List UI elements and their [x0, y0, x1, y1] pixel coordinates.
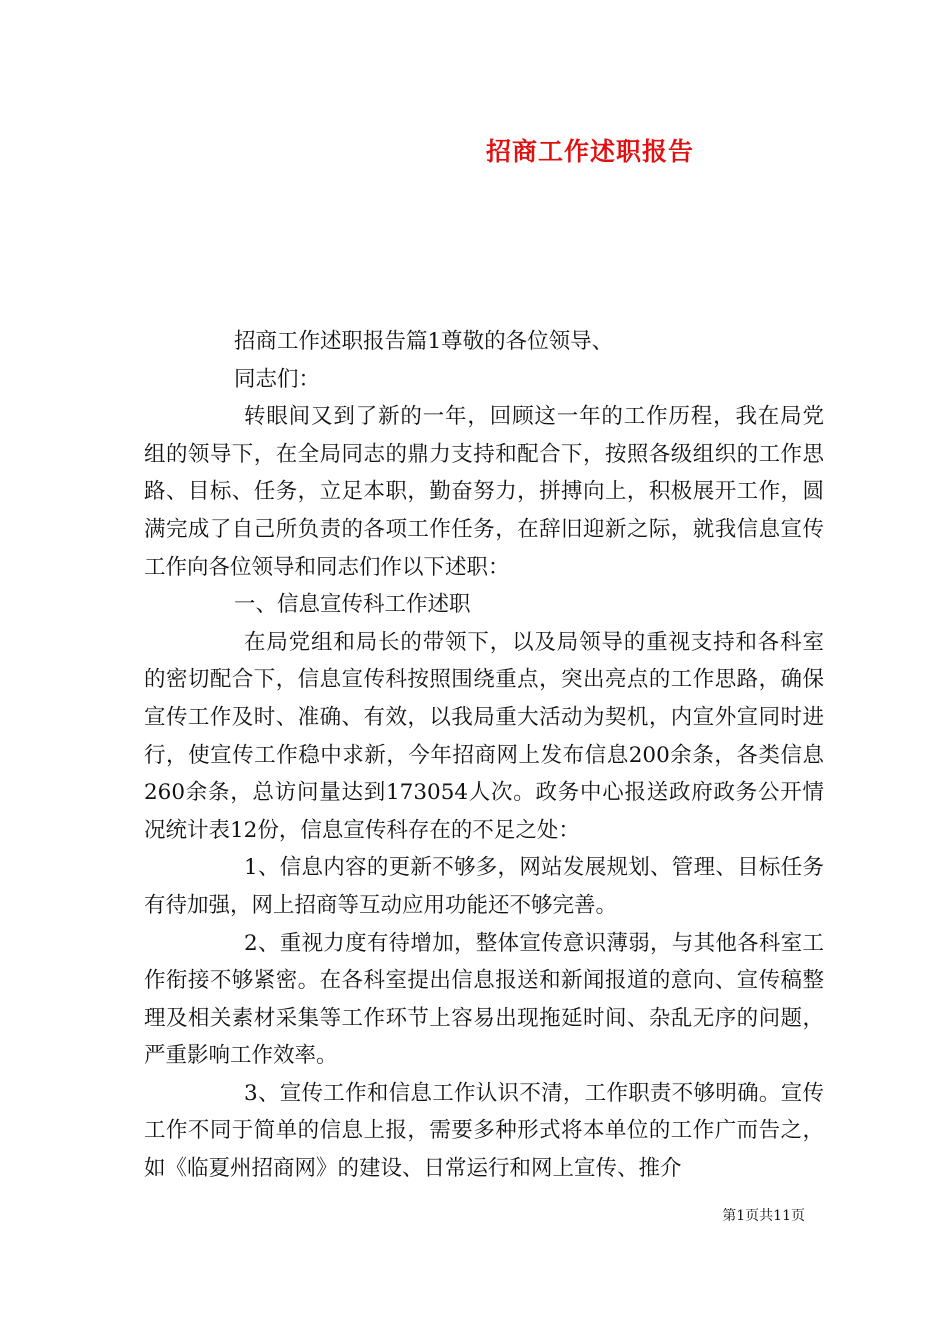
- opening-line: 招商工作述职报告篇1尊敬的各位领导、: [234, 329, 614, 354]
- salutation: 同志们：: [234, 366, 321, 392]
- paragraph-intro: 转眼间又到了新的一年，回顾这一年的工作历程，我在局党组的领导下，在全局同志的鼎力支持和配合下，按照各级组织的工作思路、目标、任务，立足本职，勤奋努力，拼搏向上，积极展开工作，圆满完成了自己所负责的各项工作任务，在辞旧迎新之际，就我信息宣传工作向各位领导和同志们作以下述职：: [144, 404, 824, 580]
- document-body: [144, 323, 824, 1188]
- section-heading: 一、信息宣传科工作述职: [234, 592, 471, 618]
- list-item-3: 3、宣传工作和信息工作认识不清，工作职责不够明确。宣传工作不同于简单的信息上报，需要多种形式将本单位的工作广而告之，如《临夏州招商网》的建设、日常运行和网上宣传、推介: [144, 1080, 824, 1182]
- list-item-1: 1、信息内容的更新不够多，网站发展规划、管理、目标任务有待加强，网上招商等互动应用功能还不够完善。: [144, 855, 824, 918]
- document-title: 招商工作述职报告: [485, 137, 694, 166]
- paragraph-section-1: 在局党组和局长的带领下，以及局领导的重视支持和各科室的密切配合下，信息宣传科按照围绕重点，突出亮点的工作思路，确保宣传工作及时、准确、有效，以我局重大活动为契机，内宣外宣同时进行，使宣传工作稳中求新，今年招商网上发布信息200余条，各类信息260余条，总访问量达到173054人次。政务中心报送政府政务公开情况统计表12份，信息宣传科存在的不足之处：: [144, 629, 824, 843]
- page-number: 第1页共11页: [722, 1208, 805, 1224]
- list-item-2: 2、重视力度有待增加，整体宣传意识薄弱，与其他各科室工作衔接不够紧密。在各科室提出信息报送和新闻报道的意向、宣传稿整理及相关素材采集等工作环节上容易出现拖延时间、杂乱无序的问题，严重影响工作效率。: [144, 930, 824, 1069]
